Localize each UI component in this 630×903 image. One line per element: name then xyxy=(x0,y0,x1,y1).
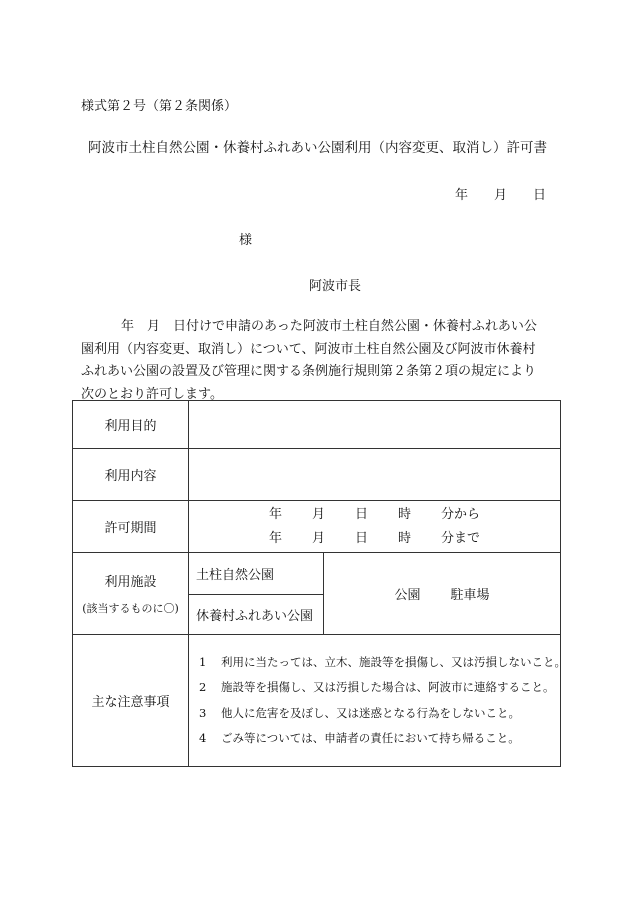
note-number: 3 xyxy=(199,705,207,720)
period-field[interactable] xyxy=(189,501,561,553)
note-text: 他人に危害を及ぼし、又は迷惑となる行為をしないこと。 xyxy=(221,705,520,720)
facility-option-doyo[interactable]: 土柱自然公園 xyxy=(189,553,324,595)
period-to-minute: 分まで xyxy=(441,530,481,546)
period-from-minute: 分から xyxy=(441,506,481,522)
period-from-month: 月 xyxy=(311,506,325,522)
addressee-suffix: 様 xyxy=(239,233,253,248)
facility-type-park: 公園 xyxy=(394,588,421,603)
facility-type-cell[interactable] xyxy=(324,553,561,635)
body-line: 年 月 日付けで申請のあった阿波市土柱自然公園・休養村ふれあい公 xyxy=(121,319,537,334)
period-to-hour: 時 xyxy=(398,530,412,546)
body-line: 次のとおり許可します。 xyxy=(81,386,223,402)
note-text: 施設等を損傷し、又は汚損した場合は、阿波市に連絡すること。 xyxy=(221,680,555,694)
period-to xyxy=(189,527,560,551)
period-from-year: 年 xyxy=(268,506,282,522)
period-from-day: 日 xyxy=(354,506,368,522)
body-text xyxy=(81,316,556,406)
body-line: 園利用（内容変更、取消し）について、阿波市土柱自然公園及び阿波市休養村 xyxy=(81,341,536,357)
facility-label-cell xyxy=(73,553,189,635)
note-number: 1 xyxy=(199,654,207,669)
note-item xyxy=(199,675,560,701)
note-item xyxy=(199,701,560,727)
period-to-year: 年 xyxy=(268,530,282,546)
period-from xyxy=(189,503,560,527)
purpose-label: 利用目的 xyxy=(73,401,189,449)
body-line: ふれあい公園の設置及び管理に関する条例施行規則第２条第２項の規定により xyxy=(81,364,537,379)
notes-list xyxy=(189,635,566,767)
period-to-day: 日 xyxy=(354,530,368,546)
facility-option-fureai[interactable]: 休養村ふれあい公園 xyxy=(189,595,324,635)
notes-label: 主な注意事項 xyxy=(73,635,189,767)
facility-type-parking: 駐車場 xyxy=(450,588,490,603)
note-text: 利用に当たっては、立木、施設等を損傷し、又は汚損しないこと。 xyxy=(221,654,566,669)
period-label: 許可期間 xyxy=(73,501,189,553)
facility-note: (該当するものに〇) xyxy=(82,602,179,615)
facility-label: 利用施設 xyxy=(104,575,157,590)
date-year: 年 xyxy=(455,188,469,203)
content-label: 利用内容 xyxy=(73,449,189,501)
note-number: 4 xyxy=(199,731,207,745)
period-from-hour: 時 xyxy=(398,506,412,522)
permit-table xyxy=(72,400,566,767)
purpose-field[interactable] xyxy=(189,401,561,449)
date-month: 月 xyxy=(494,188,508,203)
form-number: 様式第２号（第２条関係） xyxy=(81,99,238,114)
period-to-month: 月 xyxy=(311,530,325,546)
content-field[interactable] xyxy=(189,449,561,501)
note-number: 2 xyxy=(199,680,207,694)
issuer: 阿波市長 xyxy=(309,279,362,294)
note-text: ごみ等については、申請者の責任において持ち帰ること。 xyxy=(221,731,520,745)
note-item xyxy=(199,726,560,752)
date-day: 日 xyxy=(533,188,547,203)
note-item xyxy=(199,650,566,676)
issue-date xyxy=(455,184,546,203)
document-title: 阿波市土柱自然公園・休養村ふれあい公園利用（内容変更、取消し）許可書 xyxy=(88,140,547,156)
